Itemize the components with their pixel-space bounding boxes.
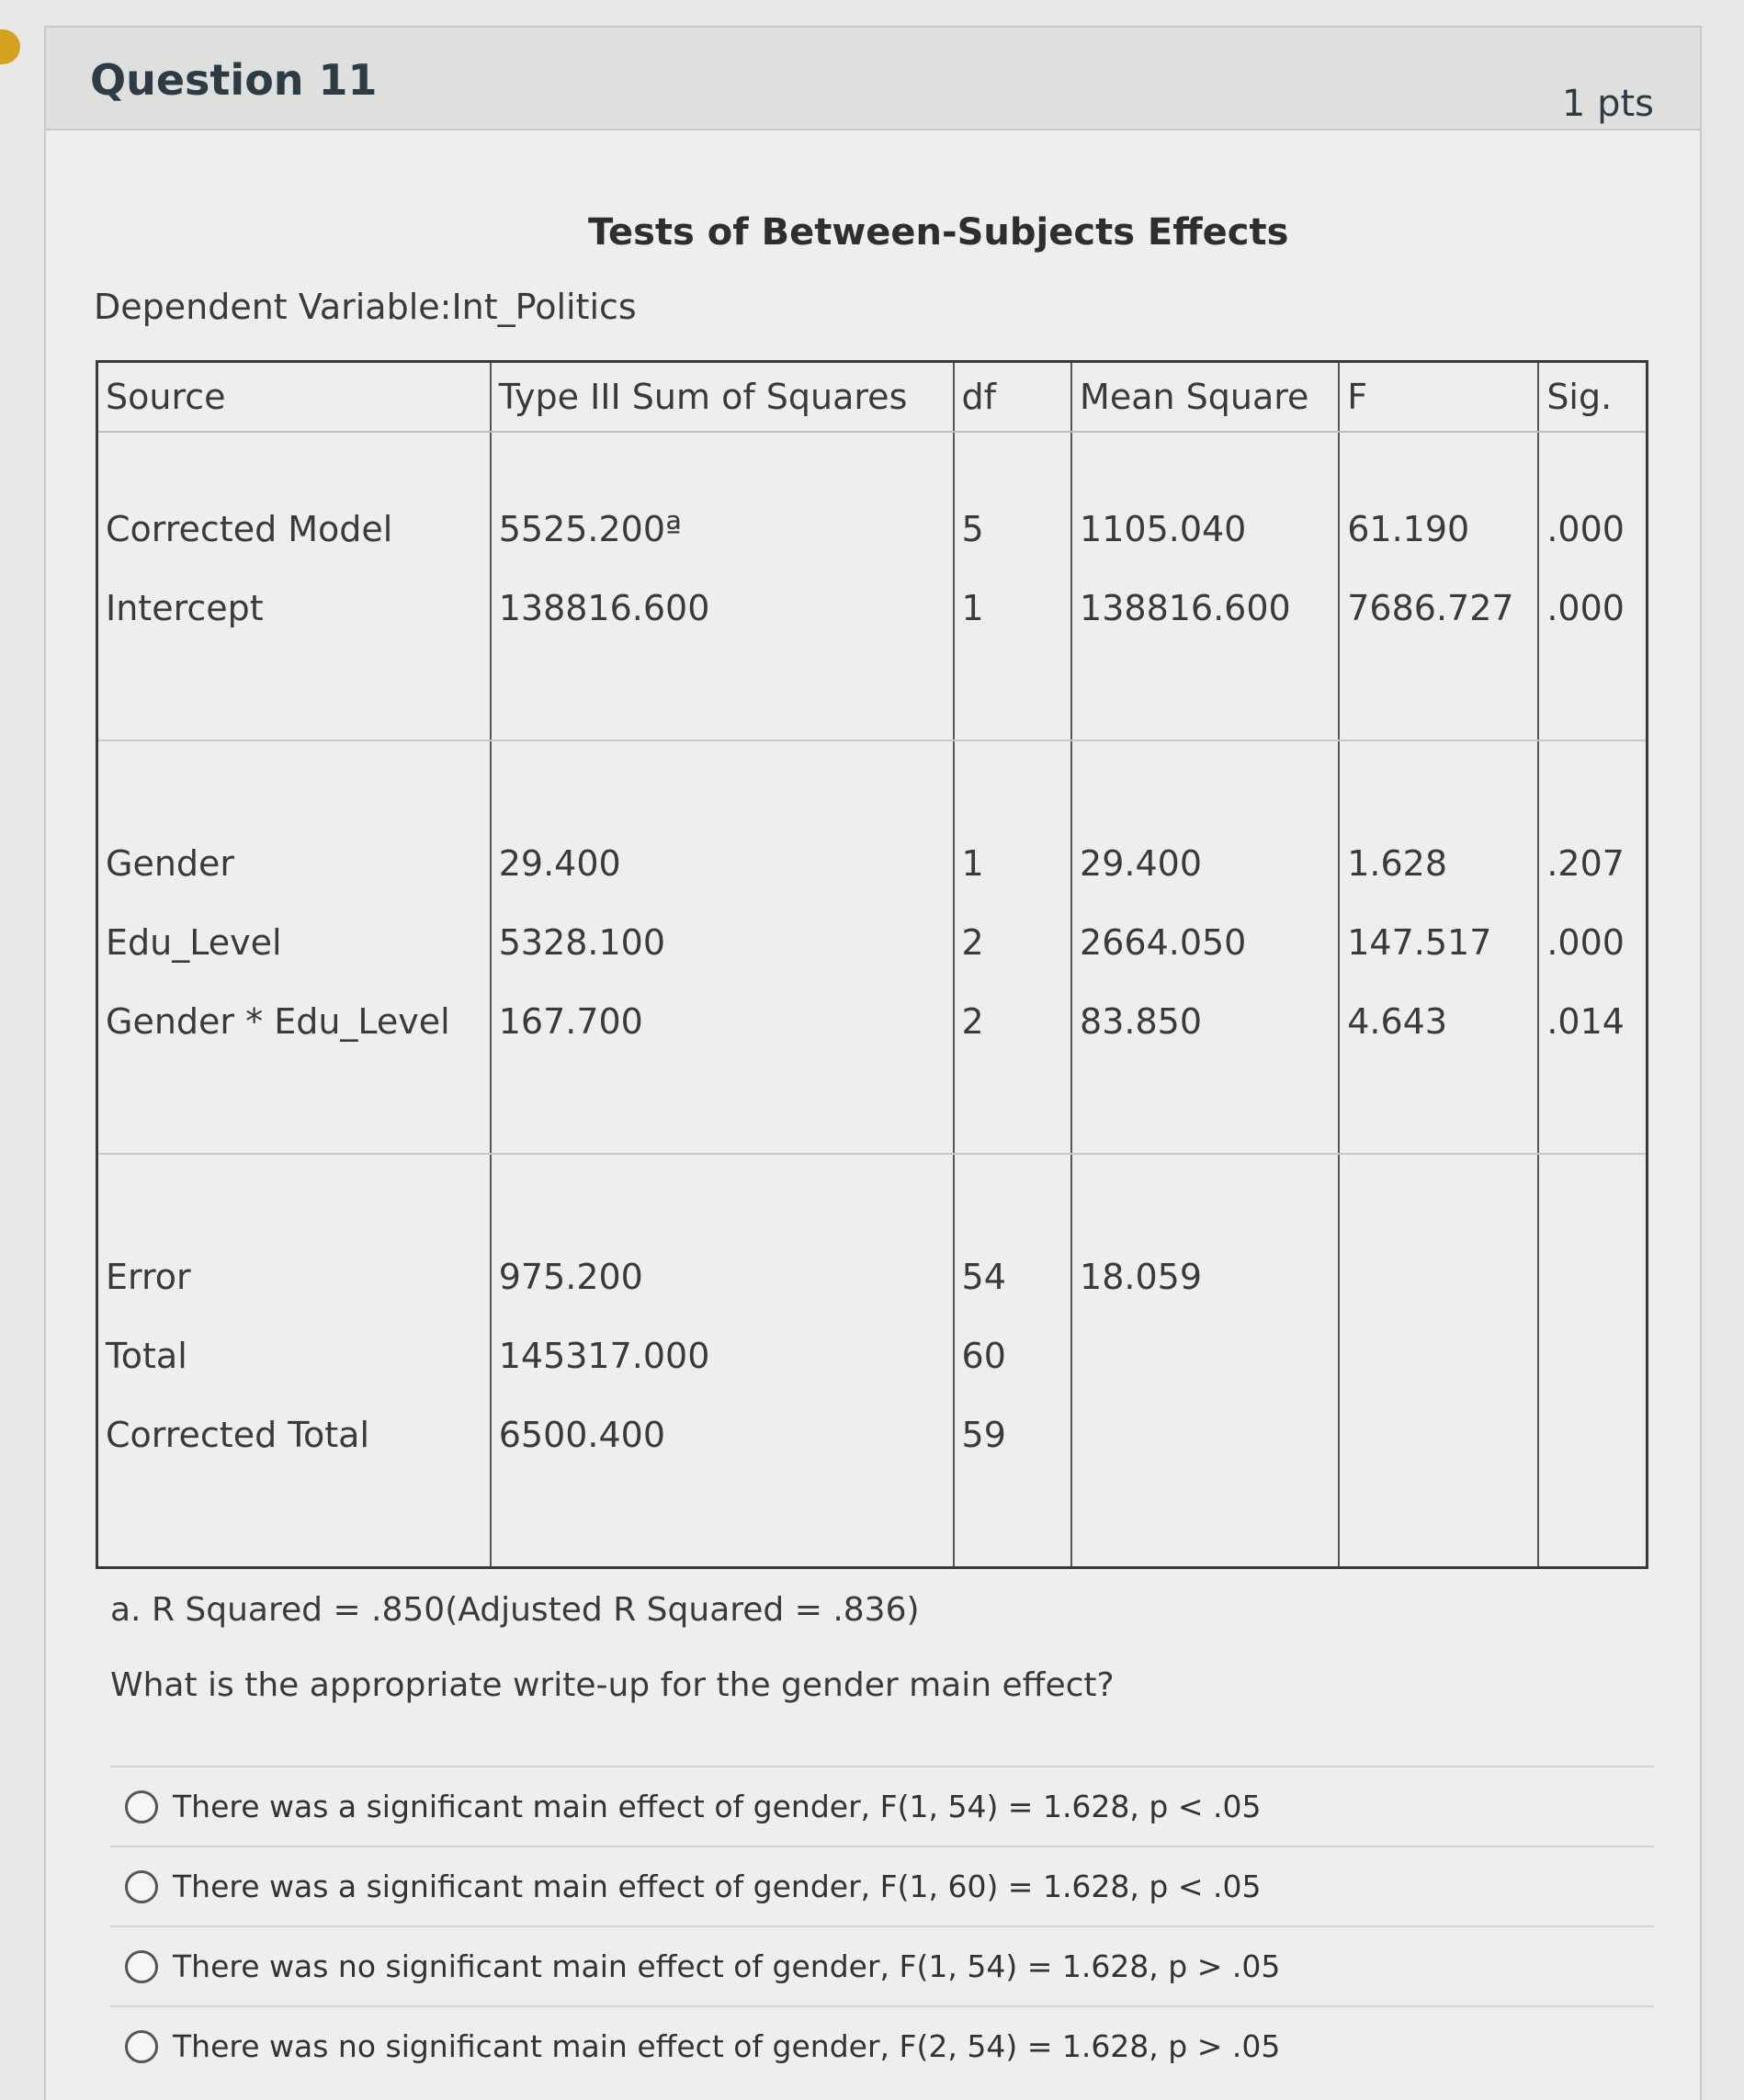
answer-option[interactable] <box>110 2005 1654 2085</box>
question-marker <box>0 29 20 64</box>
answer-label: There was a significant main effect of gender, F(1, 54) = 1.628, p < .05 <box>173 1789 1262 1824</box>
question-title: Question 11 <box>90 55 378 105</box>
radio-button-icon[interactable] <box>125 1790 158 1823</box>
cell-ss: 29.400 <box>491 824 954 903</box>
cell-ms: 1105.040 <box>1071 490 1339 569</box>
table-title: Tests of Between-Subjects Effects <box>588 211 1289 254</box>
radio-button-icon[interactable] <box>125 1950 158 1983</box>
table-row <box>97 1316 1648 1395</box>
cell-source: Error <box>97 1237 491 1316</box>
cell-source: Edu_Level <box>97 903 491 982</box>
cell-ss: 145317.000 <box>491 1316 954 1395</box>
answer-option[interactable] <box>110 1766 1654 1846</box>
cell-df: 1 <box>954 824 1072 903</box>
table-row <box>97 903 1648 982</box>
cell-f <box>1339 1237 1538 1316</box>
cell-source: Total <box>97 1316 491 1395</box>
table-row <box>97 824 1648 903</box>
cell-ss: 6500.400 <box>491 1395 954 1474</box>
table-row <box>97 569 1648 648</box>
answer-label: There was no significant main effect of gender, F(2, 54) = 1.628, p > .05 <box>173 2028 1281 2064</box>
cell-ss: 138816.600 <box>491 569 954 648</box>
cell-df: 54 <box>954 1237 1072 1316</box>
cell-f: 61.190 <box>1339 490 1538 569</box>
header-df: df <box>954 362 1072 433</box>
table-spacer <box>97 1154 1648 1237</box>
table-row <box>97 1237 1648 1316</box>
cell-ms: 29.400 <box>1071 824 1339 903</box>
answer-label: There was no significant main effect of gender, F(1, 54) = 1.628, p > .05 <box>173 1948 1281 1984</box>
cell-ss: 5328.100 <box>491 903 954 982</box>
header-mean-square: Mean Square <box>1071 362 1339 433</box>
cell-ss: 975.200 <box>491 1237 954 1316</box>
cell-ms: 83.850 <box>1071 982 1339 1061</box>
table-footnote: a. R Squared = .850(Adjusted R Squared = .836) <box>110 1591 920 1629</box>
header-sum-of-squares: Type III Sum of Squares <box>491 362 954 433</box>
radio-button-icon[interactable] <box>125 2030 158 2063</box>
question-points: 1 pts <box>1561 83 1654 125</box>
cell-sig: .014 <box>1538 982 1647 1061</box>
table-spacer <box>97 648 1648 740</box>
table-spacer <box>97 740 1648 824</box>
cell-df: 2 <box>954 982 1072 1061</box>
cell-sig <box>1538 1316 1647 1395</box>
cell-f: 7686.727 <box>1339 569 1538 648</box>
cell-f <box>1339 1395 1538 1474</box>
table-row <box>97 1395 1648 1474</box>
cell-f <box>1339 1316 1538 1395</box>
cell-sig <box>1538 1395 1647 1474</box>
cell-f: 4.643 <box>1339 982 1538 1061</box>
cell-ms: 138816.600 <box>1071 569 1339 648</box>
cell-source: Corrected Model <box>97 490 491 569</box>
header-sig: Sig. <box>1538 362 1647 433</box>
cell-source: Corrected Total <box>97 1395 491 1474</box>
header-f: F <box>1339 362 1538 433</box>
cell-f: 147.517 <box>1339 903 1538 982</box>
cell-source: Gender * Edu_Level <box>97 982 491 1061</box>
question-body <box>46 130 1700 2100</box>
cell-ms: 18.059 <box>1071 1237 1339 1316</box>
table-row <box>97 490 1648 569</box>
table-spacer <box>97 1061 1648 1153</box>
cell-f: 1.628 <box>1339 824 1538 903</box>
cell-df: 1 <box>954 569 1072 648</box>
cell-df: 59 <box>954 1395 1072 1474</box>
cell-sig: .000 <box>1538 490 1647 569</box>
anova-table <box>96 360 1648 1569</box>
cell-ms: 2664.050 <box>1071 903 1339 982</box>
cell-sig: .000 <box>1538 569 1647 648</box>
table-row <box>97 982 1648 1061</box>
answer-option[interactable] <box>110 1846 1654 1925</box>
cell-source: Intercept <box>97 569 491 648</box>
cell-df: 5 <box>954 490 1072 569</box>
table-spacer <box>97 1474 1648 1568</box>
answer-option[interactable] <box>110 1925 1654 2005</box>
cell-sig: .207 <box>1538 824 1647 903</box>
cell-ms <box>1071 1395 1339 1474</box>
table-header-row <box>97 362 1648 433</box>
answer-list <box>110 1766 1654 2085</box>
radio-button-icon[interactable] <box>125 1870 158 1903</box>
table-spacer <box>97 432 1648 490</box>
cell-ms <box>1071 1316 1339 1395</box>
header-source: Source <box>97 362 491 433</box>
cell-ss: 167.700 <box>491 982 954 1061</box>
cell-ss: 5525.200ª <box>491 490 954 569</box>
cell-source: Gender <box>97 824 491 903</box>
answer-label: There was a significant main effect of gender, F(1, 60) = 1.628, p < .05 <box>173 1869 1262 1904</box>
question-header <box>46 28 1700 130</box>
cell-df: 60 <box>954 1316 1072 1395</box>
question-card <box>44 26 1702 2100</box>
question-prompt: What is the appropriate write-up for the gender main effect? <box>110 1666 1115 1704</box>
dependent-variable-label: Dependent Variable:Int_Politics <box>94 287 637 327</box>
cell-sig: .000 <box>1538 903 1647 982</box>
cell-sig <box>1538 1237 1647 1316</box>
cell-df: 2 <box>954 903 1072 982</box>
